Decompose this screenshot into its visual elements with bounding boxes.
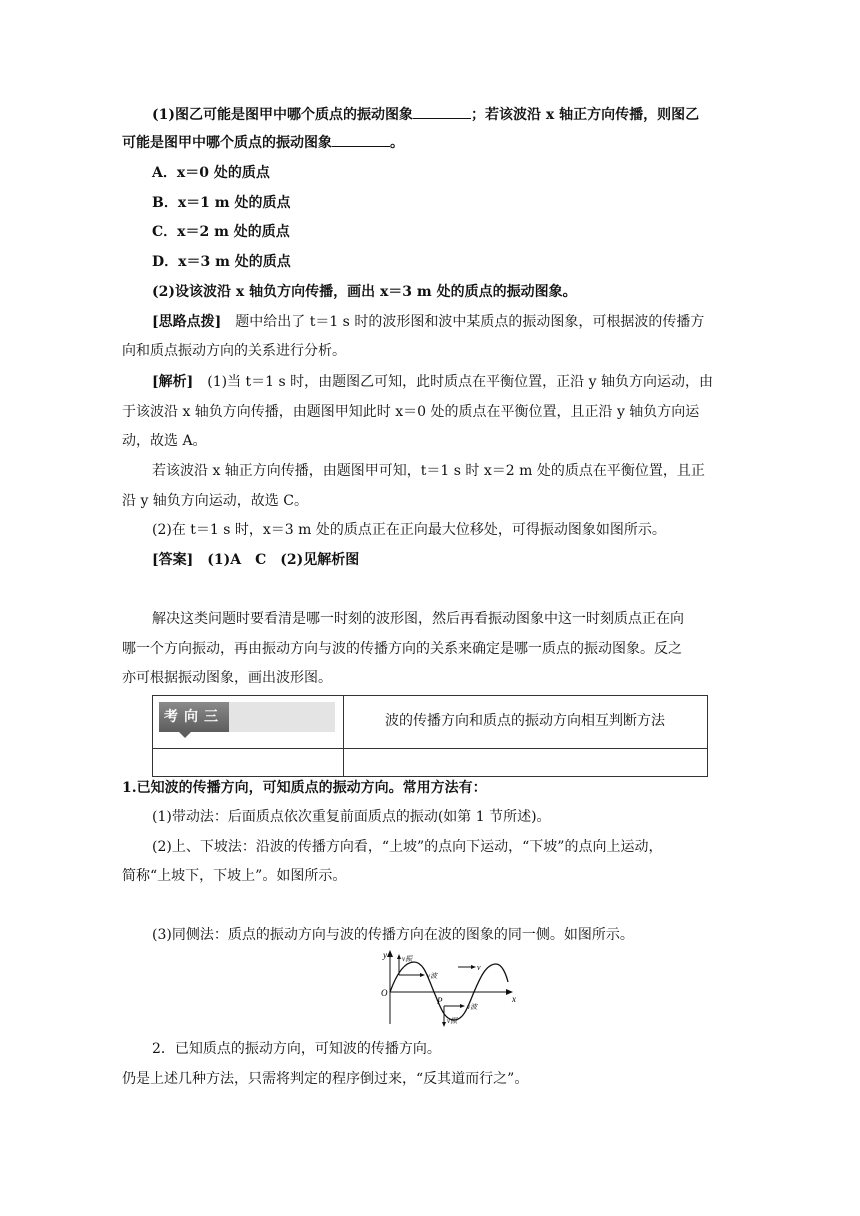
method-2-text: 仍是上述几种方法，只需将判定的程序倒过来，“反其道而行之”。 <box>122 1071 529 1087</box>
option-c: C．x＝2 m 处的质点 <box>152 224 290 240</box>
arrowhead <box>442 1022 446 1027</box>
answer-line <box>152 551 359 569</box>
method-2: 2．已知质点的振动方向，可知波的传播方向。 <box>152 1041 441 1057</box>
arrowhead <box>397 954 401 959</box>
v-zhen-bottom-label: v振 <box>447 1017 458 1025</box>
hint-text-1: 题中给出了 t＝1 s 时的波形图和波中某质点的振动图象，可根据波的传播方 <box>235 314 705 330</box>
wave-figure <box>370 948 520 1030</box>
x-label: x <box>512 994 516 1004</box>
y-label: y <box>383 950 387 960</box>
analysis-label: [解析] <box>152 374 194 390</box>
summary-line-3: 亦可根据振动图象，画出波形图。 <box>122 670 332 686</box>
section-title: 波的传播方向和质点的振动方向相互判断方法 <box>385 713 665 729</box>
point-p-label: P <box>437 996 443 1006</box>
analysis-line-6: (2)在 t＝1 s 时，x＝3 m 处的质点正在正向最大位移处，可得振动图象如图所示。 <box>152 522 666 538</box>
question-1-text: (1)图乙可能是图甲中哪个质点的振动图象 <box>152 107 413 123</box>
section-badge: 考向三 <box>159 702 229 732</box>
analysis-line-2: 于该波沿 x 轴负方向传播，由题图甲知此时 x＝0 处的质点在平衡位置，且正沿 y 轴负方向运 <box>122 404 700 420</box>
option-d: D．x＝3 m 处的质点 <box>152 254 291 270</box>
question-1-text-2: ；若该波沿 x 轴正方向传播，则图乙 <box>471 107 700 123</box>
method-1a: (1)带动法：后面质点依次重复前面质点的振动(如第 1 节所述)。 <box>152 809 551 825</box>
method-1b-line-2: 简称“上坡下，下坡上”。如图所示。 <box>122 868 347 884</box>
analysis-line-3: 动，故选 A。 <box>122 433 207 449</box>
hint-label: [思路点拨] <box>152 314 222 330</box>
analysis-line-4: 若该波沿 x 轴正方向传播，由题图甲可知，t＝1 s 时 x＝2 m 处的质点在平衡位置，且正 <box>152 463 705 479</box>
origin-label: O <box>381 988 388 998</box>
table-divider-vertical <box>343 696 344 776</box>
summary-line-1: 解决这类问题时要看清是哪一时刻的波形图，然后再看振动图象中这一时刻质点正在向 <box>152 611 684 627</box>
arrowhead <box>460 1004 465 1008</box>
analysis-line-1 <box>152 373 713 391</box>
question-2: (2)设该波沿 x 轴负方向传播，画出 x＝3 m 处的质点的振动图象。 <box>152 284 577 300</box>
arrowhead <box>471 965 476 969</box>
arrowhead <box>420 973 425 977</box>
v-right-label: v <box>477 963 481 972</box>
question-1-end: 。 <box>390 135 404 151</box>
y-axis-arrow <box>387 950 393 957</box>
badge-notch <box>179 732 191 738</box>
summary-line-2: 哪一个方向振动，再由振动方向与波的传播方向的关系来确定是哪一质点的振动图象。反之 <box>122 641 682 657</box>
answer-blank-2 <box>332 134 390 147</box>
v-bo-bottom-label: v波 <box>467 1003 478 1011</box>
v-bo-top-label: v波 <box>427 972 438 980</box>
table-divider-horizontal <box>153 748 707 749</box>
hint-line-2: 向和质点振动方向的关系进行分析。 <box>122 343 346 359</box>
hint-line-1 <box>152 313 704 331</box>
analysis-text-1: (1)当 t＝1 s 时，由题图乙可知，此时质点在平衡位置，正沿 y 轴负方向运动，由 <box>207 374 713 390</box>
option-b: B．x＝1 m 处的质点 <box>152 195 291 211</box>
method-1c: (3)同侧法：质点的振动方向与波的传播方向在波的图象的同一侧。如图所示。 <box>152 927 634 943</box>
question-1-text-3: 可能是图甲中哪个质点的振动图象 <box>122 135 332 151</box>
question-1-line-2 <box>122 134 404 152</box>
answer-label: [答案] <box>152 552 194 568</box>
answer-blank-1 <box>413 106 471 119</box>
option-a: A．x＝0 处的质点 <box>152 165 270 181</box>
wave-curve <box>390 962 508 1020</box>
method-1: 1.已知波的传播方向，可知质点的振动方向。常用方法有： <box>122 780 487 796</box>
badge-background <box>229 702 335 732</box>
v-zhen-top-label: v振 <box>402 955 413 963</box>
analysis-line-5: 沿 y 轴负方向运动，故选 C。 <box>122 493 308 509</box>
section-header-table <box>152 695 708 777</box>
question-1-line-1 <box>152 106 699 124</box>
method-1b-line-1: (2)上、下坡法：沿波的传播方向看，“上坡”的点向下运动，“下坡”的点向上运动， <box>152 839 663 855</box>
answer-text: (1)A C (2)见解析图 <box>207 552 360 568</box>
